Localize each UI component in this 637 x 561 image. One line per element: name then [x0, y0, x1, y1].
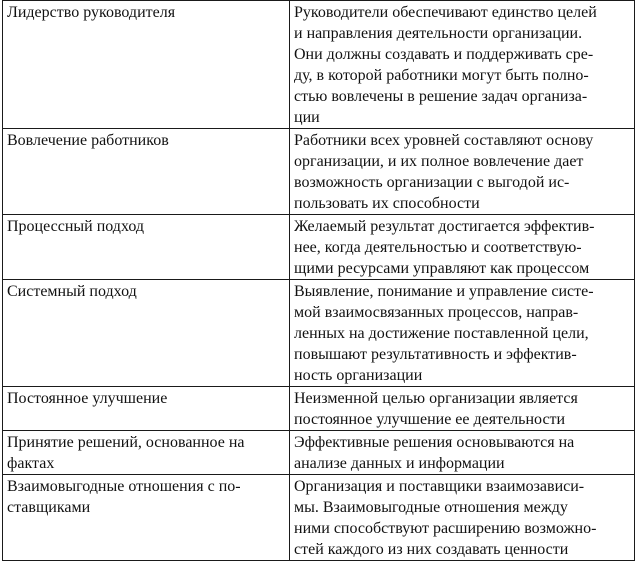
description-line: Эффективные решения основываются на	[294, 434, 575, 451]
table-body	[3, 1, 635, 561]
description-line: ду, в которой работники могут быть полно-	[294, 67, 589, 84]
description-line: стей каждого из них создавать ценности	[294, 541, 569, 558]
description-line: Руководители обеспечивают единство целей	[294, 4, 597, 21]
description-line: ними способствуют расширению возможно-	[294, 520, 597, 537]
description-line: анализе данных и информации	[294, 455, 505, 472]
table-row	[3, 129, 635, 215]
description-line: Организация и поставщики взаимозависи-	[294, 478, 585, 495]
principle-cell	[3, 129, 290, 215]
principle-name: Взаимовыгодные отношения с по- ставщиками	[7, 478, 241, 516]
principle-cell	[3, 475, 290, 561]
description-cell	[290, 1, 635, 129]
principle-name: Процессный подход	[7, 218, 145, 235]
principles-table	[2, 0, 635, 561]
principle-cell	[3, 387, 290, 431]
description-line: Они должны создавать и поддерживать сре-	[294, 46, 594, 63]
table-row	[3, 280, 635, 387]
description-line: ции	[294, 109, 320, 126]
principle-name: Вовлечение работников	[7, 132, 169, 149]
description-line: пользовать их способности	[294, 195, 480, 212]
description-line: мы. Взаимовыгодные отношения между	[294, 499, 568, 516]
principle-cell	[3, 215, 290, 280]
table-row	[3, 431, 635, 475]
principle-cell	[3, 1, 290, 129]
description-line: возможность организации с выгодой ис-	[294, 174, 570, 191]
description-line: постоянное улучшение ее деятельности	[294, 411, 566, 428]
description-cell	[290, 215, 635, 280]
table-row	[3, 215, 635, 280]
description-line: щими ресурсами управляют как процессом	[294, 260, 590, 277]
table-row	[3, 1, 635, 129]
description-line: Выявление, понимание и управление систе-	[294, 283, 594, 300]
principle-name: Системный подход	[7, 283, 137, 300]
description-line: мой взаимосвязанных процессов, направ-	[294, 304, 579, 321]
principle-name: Лидерство руководителя	[7, 4, 176, 21]
description-line: организации, и их полное вовлечение дает	[294, 153, 584, 170]
principle-name: Принятие решений, основанное на фактах	[7, 434, 245, 472]
description-cell	[290, 431, 635, 475]
description-cell	[290, 387, 635, 431]
principle-name: Постоянное улучшение	[7, 390, 168, 407]
description-line: стью вовлечены в решение задач организа-	[294, 88, 588, 105]
description-line: Работники всех уровней составляют основу	[294, 132, 594, 149]
table-row	[3, 387, 635, 431]
principle-cell	[3, 280, 290, 387]
principle-cell	[3, 431, 290, 475]
description-cell	[290, 129, 635, 215]
description-line: ность организации	[294, 367, 423, 384]
description-cell	[290, 475, 635, 561]
description-line: повышают результативность и эффектив-	[294, 346, 577, 363]
table-row	[3, 475, 635, 561]
description-line: Неизменной целью организации является	[294, 390, 578, 407]
description-line: ленных на достижение поставленной цели,	[294, 325, 589, 342]
description-line: Желаемый результат достигается эффектив-	[294, 218, 595, 235]
description-cell	[290, 280, 635, 387]
description-line: и направления деятельности организации.	[294, 25, 583, 42]
description-line: нее, когда деятельностью и соответствую-	[294, 239, 582, 256]
